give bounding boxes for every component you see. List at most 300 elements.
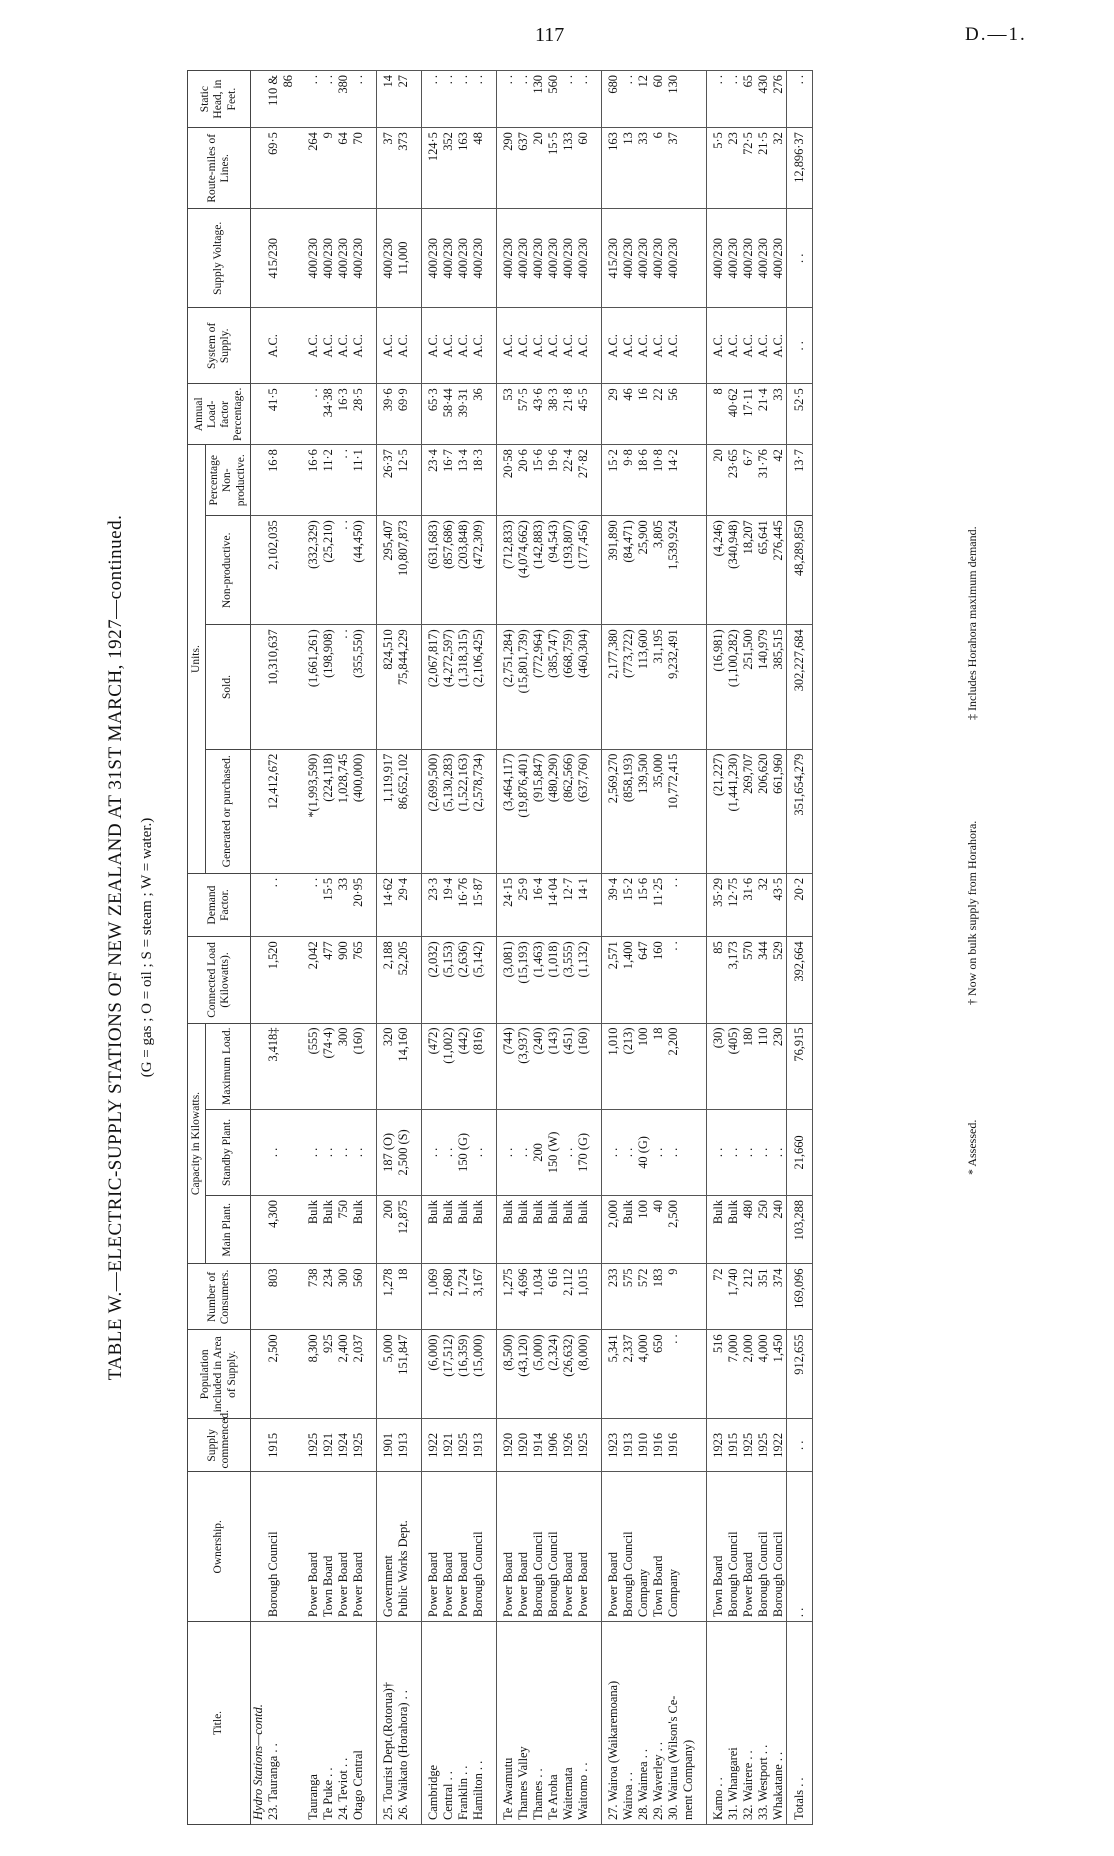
cell-main: 750 (336, 1196, 351, 1264)
cell-standby: . . (266, 1109, 281, 1195)
cell-system: A.C. (561, 308, 576, 384)
cell-maxload: 76,915 (786, 1023, 812, 1109)
cell-route: 37 (666, 128, 681, 209)
cell-nonprod: (203,848) (456, 516, 471, 625)
cell-nonprod: (142,883) (531, 516, 546, 625)
cell-demand: 32 (756, 873, 771, 936)
cell-consumers: 300 (336, 1264, 351, 1330)
cell-lf: 21·4 (756, 384, 771, 445)
cell-sold: 251,500 (741, 625, 756, 749)
cell-consumers: 169,096 (786, 1264, 812, 1330)
cell-commenced (486, 1419, 497, 1472)
cell-nonprod: (332,329) (306, 516, 321, 625)
cell-ownership: Borough Council (471, 1472, 486, 1622)
cell-nonprod (250, 516, 266, 625)
cell-head: 65 (741, 71, 756, 128)
cell-nonprod: (472,309) (471, 516, 486, 625)
cell-commenced: 1901 (376, 1419, 396, 1472)
cell-ownership (486, 1472, 497, 1622)
cell-head: 380 (336, 71, 351, 128)
cell-voltage (696, 209, 707, 308)
cell-route: 72·5 (741, 128, 756, 209)
cell-sold: (385,747) (546, 625, 561, 749)
cell-sold: 113,600 (636, 625, 651, 749)
cell-commenced: 1923 (601, 1419, 621, 1472)
cell-route: 163 (601, 128, 621, 209)
cell-title: 31. Whangarei (726, 1622, 741, 1825)
cell-system: A.C. (306, 308, 321, 384)
cell-generated: (2,578,734) (471, 749, 486, 873)
cell-pct: 15·2 (601, 445, 621, 516)
cell-main (296, 1196, 306, 1264)
cell-route: 15·5 (546, 128, 561, 209)
table-row (321, 71, 336, 1825)
cell-commenced: 1921 (321, 1419, 336, 1472)
cell-connected: 647 (636, 937, 651, 1023)
cell-consumers: 803 (266, 1264, 281, 1330)
cell-generated: 10,772,415 (666, 749, 681, 873)
cell-ownership (591, 1472, 602, 1622)
cell-head: . . (351, 71, 366, 128)
table-row (471, 71, 486, 1825)
cell-standby: . . (351, 1109, 366, 1195)
cell-connected: 477 (321, 937, 336, 1023)
cell-commenced (281, 1419, 296, 1472)
cell-commenced: 1920 (516, 1419, 531, 1472)
cell-connected: (1,132) (576, 937, 591, 1023)
table-body (250, 71, 812, 1825)
cell-ownership: Company (666, 1472, 681, 1622)
cell-population: (16,359) (456, 1330, 471, 1419)
col-commenced: Supply commenced. (188, 1419, 251, 1472)
cell-commenced: 1924 (336, 1419, 351, 1472)
cell-consumers (281, 1264, 296, 1330)
cell-route: 32 (771, 128, 787, 209)
cell-main: Bulk (421, 1196, 441, 1264)
cell-nonprod: (340,948) (726, 516, 741, 625)
cell-sold: (2,751,284) (496, 625, 516, 749)
cell-route (696, 128, 707, 209)
table-row (266, 71, 281, 1825)
cell-main: 2,500 (666, 1196, 681, 1264)
cell-sold (591, 625, 602, 749)
cell-pct: 42 (771, 445, 787, 516)
cell-generated: 1,119,917 (376, 749, 396, 873)
cell-pct (411, 445, 422, 516)
cell-head: . . (706, 71, 726, 128)
cell-connected: (2,636) (456, 937, 471, 1023)
cell-demand (250, 873, 266, 936)
cell-demand: 14·04 (546, 873, 561, 936)
cell-main (696, 1196, 707, 1264)
cell-title: 33. Westport . . (756, 1622, 771, 1825)
cell-lf (411, 384, 422, 445)
cell-sold: (1,100,282) (726, 625, 741, 749)
table-row (726, 71, 741, 1825)
cell-system: A.C. (666, 308, 681, 384)
cell-population: 2,337 (621, 1330, 636, 1419)
cell-standby: . . (726, 1109, 741, 1195)
cell-commenced: 1921 (441, 1419, 456, 1472)
cell-head: 27 (396, 71, 411, 128)
spacer-row (296, 71, 306, 1825)
cell-sold (681, 625, 696, 749)
cell-route: 69·5 (266, 128, 281, 209)
cell-generated: (1,441,230) (726, 749, 741, 873)
cell-consumers: 183 (651, 1264, 666, 1330)
cell-ownership: Borough Council (756, 1472, 771, 1622)
cell-voltage (486, 209, 497, 308)
cell-commenced: 1925 (306, 1419, 321, 1472)
cell-commenced: 1925 (756, 1419, 771, 1472)
cell-main (486, 1196, 497, 1264)
cell-system: A.C. (531, 308, 546, 384)
cell-pct: 23·4 (421, 445, 441, 516)
cell-consumers: 616 (546, 1264, 561, 1330)
cell-voltage: 400/230 (666, 209, 681, 308)
cell-system: A.C. (471, 308, 486, 384)
cell-main: 2,000 (601, 1196, 621, 1264)
cell-population: 1,450 (771, 1330, 787, 1419)
cell-population: (17,512) (441, 1330, 456, 1419)
cell-pct: 18·3 (471, 445, 486, 516)
cell-ownership: Power Board (441, 1472, 456, 1622)
cell-population (591, 1330, 602, 1419)
cell-pct: 18·6 (636, 445, 651, 516)
cell-lf (681, 384, 696, 445)
cell-generated: 661,960 (771, 749, 787, 873)
cell-standby (366, 1109, 377, 1195)
cell-connected: (15,193) (516, 937, 531, 1023)
table-row (576, 71, 591, 1825)
cell-route (411, 128, 422, 209)
table-row (756, 71, 771, 1825)
cell-route: 33 (636, 128, 651, 209)
cell-sold: 10,310,637 (266, 625, 281, 749)
cell-system: A.C. (651, 308, 666, 384)
cell-lf: 65·3 (421, 384, 441, 445)
cell-commenced: 1913 (621, 1419, 636, 1472)
cell-sold: (2,106,425) (471, 625, 486, 749)
cell-nonprod: (712,833) (496, 516, 516, 625)
cell-route: 133 (561, 128, 576, 209)
cell-lf (250, 384, 266, 445)
cell-system: A.C. (601, 308, 621, 384)
cell-consumers: 1,069 (421, 1264, 441, 1330)
cell-commenced: 1913 (471, 1419, 486, 1472)
table-row (601, 71, 621, 1825)
cell-standby: . . (516, 1109, 531, 1195)
cell-maxload: 3,418‡ (266, 1023, 281, 1109)
cell-head (486, 71, 497, 128)
electric-supply-table (187, 70, 813, 1825)
cell-standby: . . (496, 1109, 516, 1195)
cell-population (296, 1330, 306, 1419)
cell-ownership: Borough Council (546, 1472, 561, 1622)
cell-nonprod: 391,890 (601, 516, 621, 625)
cell-maxload: 320 (376, 1023, 396, 1109)
cell-head: 680 (601, 71, 621, 128)
cell-title: 27. Wairoa (Waikaremoana) (601, 1622, 621, 1825)
cell-connected: (3,555) (561, 937, 576, 1023)
cell-maxload (411, 1023, 422, 1109)
cell-generated (366, 749, 377, 873)
cell-standby: . . (756, 1109, 771, 1195)
table-title: TABLE W.—ELECTRIC-SUPPLY STATIONS OF NEW ZEALAND AT 31ST MARCH, 1927—continued. (105, 514, 126, 1381)
table-row (771, 71, 787, 1825)
cell-title: Wairoa . . (621, 1622, 636, 1825)
cell-title: 26. Waikato (Horahora) . . (396, 1622, 411, 1825)
col-pct-nonproductive: Percentage Non-productive. (206, 445, 251, 516)
cell-voltage: 400/230 (306, 209, 321, 308)
cell-maxload (296, 1023, 306, 1109)
cell-head: . . (321, 71, 336, 128)
cell-sold: 302,227,684 (786, 625, 812, 749)
col-demand: Demand Factor. (188, 873, 251, 936)
cell-nonprod (681, 516, 696, 625)
cell-main (591, 1196, 602, 1264)
cell-voltage (366, 209, 377, 308)
cell-main: 100 (636, 1196, 651, 1264)
cell-lf: 38·3 (546, 384, 561, 445)
col-standby-plant: Standby Plant. (206, 1109, 251, 1195)
cell-connected: (3,081) (496, 937, 516, 1023)
cell-population: (43,120) (516, 1330, 531, 1419)
cell-title: Te Aroha (546, 1622, 561, 1825)
cell-route: 637 (516, 128, 531, 209)
cell-head: . . (621, 71, 636, 128)
cell-head: 276 (771, 71, 787, 128)
cell-maxload (486, 1023, 497, 1109)
cell-demand (411, 873, 422, 936)
cell-route: 23 (726, 128, 741, 209)
cell-population: 5,000 (376, 1330, 396, 1419)
cell-route (681, 128, 696, 209)
cell-population: (8,000) (576, 1330, 591, 1419)
cell-main: Bulk (496, 1196, 516, 1264)
cell-commenced: 1926 (561, 1419, 576, 1472)
cell-commenced (681, 1419, 696, 1472)
cell-maxload: 100 (636, 1023, 651, 1109)
cell-sold: (355,550) (351, 625, 366, 749)
cell-generated: 2,569,270 (601, 749, 621, 873)
cell-sold: (460,304) (576, 625, 591, 749)
cell-voltage: 400/230 (496, 209, 516, 308)
cell-generated (411, 749, 422, 873)
col-units: Units. (188, 445, 206, 874)
cell-nonprod (591, 516, 602, 625)
cell-population: (26,632) (561, 1330, 576, 1419)
cell-pct (296, 445, 306, 516)
cell-main: Bulk (576, 1196, 591, 1264)
cell-ownership (696, 1472, 707, 1622)
cell-standby: . . (741, 1109, 756, 1195)
cell-system (486, 308, 497, 384)
cell-demand: 20·2 (786, 873, 812, 936)
cell-system: A.C. (456, 308, 471, 384)
cell-maxload: 180 (741, 1023, 756, 1109)
cell-pct: 11·1 (351, 445, 366, 516)
cell-nonprod: 65,641 (756, 516, 771, 625)
cell-title: Otago Central (351, 1622, 366, 1825)
table-row (306, 71, 321, 1825)
cell-consumers: 9 (666, 1264, 681, 1330)
cell-connected: (1,463) (531, 937, 546, 1023)
cell-title: Kamo . . (706, 1622, 726, 1825)
cell-ownership: Power Board (741, 1472, 756, 1622)
cell-standby: . . (651, 1109, 666, 1195)
cell-connected: (5,153) (441, 937, 456, 1023)
cell-pct: 6·7 (741, 445, 756, 516)
cell-main (250, 1196, 266, 1264)
cell-route (296, 128, 306, 209)
cell-maxload: (213) (621, 1023, 636, 1109)
cell-standby: 150 (W) (546, 1109, 561, 1195)
cell-maxload: 18 (651, 1023, 666, 1109)
cell-maxload: 230 (771, 1023, 787, 1109)
cell-pct: 13·4 (456, 445, 471, 516)
cell-title: Hydro Stations—contd. (250, 1622, 266, 1825)
col-system: System of Supply. (188, 308, 251, 384)
cell-consumers: 560 (351, 1264, 366, 1330)
cell-maxload: (160) (351, 1023, 366, 1109)
cell-commenced: 1922 (421, 1419, 441, 1472)
table-row (421, 71, 441, 1825)
cell-ownership: Power Board (456, 1472, 471, 1622)
cell-sold: (15,801,739) (516, 625, 531, 749)
cell-pct (486, 445, 497, 516)
cell-connected: 2,571 (601, 937, 621, 1023)
cell-consumers: 572 (636, 1264, 651, 1330)
cell-head: 430 (756, 71, 771, 128)
cell-main: Bulk (471, 1196, 486, 1264)
cell-system: A.C. (516, 308, 531, 384)
cell-population: 650 (651, 1330, 666, 1419)
cell-nonprod: 276,445 (771, 516, 787, 625)
footnote-bulk-supply: † Now on bulk supply from Horahora. (965, 820, 979, 1005)
cell-maxload (250, 1023, 266, 1109)
cell-generated: 206,620 (756, 749, 771, 873)
cell-head: . . (726, 71, 741, 128)
cell-system: A.C. (576, 308, 591, 384)
cell-voltage: 400/230 (441, 209, 456, 308)
cell-title: Franklin . . (456, 1622, 471, 1825)
cell-main: Bulk (456, 1196, 471, 1264)
cell-title: 30. Wairua (Wilson's Ce- (666, 1622, 681, 1825)
cell-population (696, 1330, 707, 1419)
cell-nonprod: (4,246) (706, 516, 726, 625)
cell-head (296, 71, 306, 128)
cell-population: (8,500) (496, 1330, 516, 1419)
cell-route: 163 (456, 128, 471, 209)
cell-consumers: 4,696 (516, 1264, 531, 1330)
cell-standby (696, 1109, 707, 1195)
cell-pct: 20·6 (516, 445, 531, 516)
cell-title: ment Company) (681, 1622, 696, 1825)
cell-generated (250, 749, 266, 873)
col-population: Population included in Area of Supply. (188, 1330, 251, 1419)
cell-head: 130 (531, 71, 546, 128)
cell-pct: 16·7 (441, 445, 456, 516)
cell-demand: 29·4 (396, 873, 411, 936)
cell-voltage: 400/230 (321, 209, 336, 308)
cell-commenced (591, 1419, 602, 1472)
col-max-load: Maximum Load. (206, 1023, 251, 1109)
cell-route: 373 (396, 128, 411, 209)
cell-ownership: Borough Council (726, 1472, 741, 1622)
cell-ownership: Power Board (336, 1472, 351, 1622)
cell-route: 60 (576, 128, 591, 209)
cell-voltage: 400/230 (456, 209, 471, 308)
cell-system: A.C. (496, 308, 516, 384)
cell-population: . . (666, 1330, 681, 1419)
cell-standby: . . (561, 1109, 576, 1195)
cell-sold (486, 625, 497, 749)
cell-generated: 269,707 (741, 749, 756, 873)
cell-sold: 31,195 (651, 625, 666, 749)
cell-generated (486, 749, 497, 873)
cell-voltage (681, 209, 696, 308)
cell-head: 110 & (266, 71, 281, 128)
cell-population: 2,000 (741, 1330, 756, 1419)
cell-lf: 17·11 (741, 384, 756, 445)
cell-head (696, 71, 707, 128)
table-row (621, 71, 636, 1825)
cell-sold: (2,067,817) (421, 625, 441, 749)
cell-generated: (19,876,401) (516, 749, 531, 873)
cell-consumers (250, 1264, 266, 1330)
table-row (546, 71, 561, 1825)
cell-sold: 385,515 (771, 625, 787, 749)
cell-maxload (591, 1023, 602, 1109)
table-row (666, 71, 681, 1825)
spacer-row (486, 71, 497, 1825)
cell-standby (296, 1109, 306, 1195)
cell-generated: (637,760) (576, 749, 591, 873)
cell-consumers (366, 1264, 377, 1330)
cell-title: 28. Waimea . . (636, 1622, 651, 1825)
cell-connected: 160 (651, 937, 666, 1023)
cell-consumers: 351 (756, 1264, 771, 1330)
cell-consumers (696, 1264, 707, 1330)
cell-lf: 57·5 (516, 384, 531, 445)
cell-ownership: Borough Council (266, 1472, 281, 1622)
cell-voltage: 400/230 (706, 209, 726, 308)
cell-head: 12 (636, 71, 651, 128)
table-row (351, 71, 366, 1825)
table-row (456, 71, 471, 1825)
cell-standby: . . (601, 1109, 621, 1195)
cell-nonprod (411, 516, 422, 625)
cell-generated: 351,654,279 (786, 749, 812, 873)
page-header (0, 0, 1114, 60)
cell-head: . . (456, 71, 471, 128)
cell-demand: 31·6 (741, 873, 756, 936)
cell-connected: 529 (771, 937, 787, 1023)
cell-ownership: Power Board (516, 1472, 531, 1622)
cell-commenced: 1914 (531, 1419, 546, 1472)
cell-system: A.C. (441, 308, 456, 384)
cell-head: . . (471, 71, 486, 128)
cell-population (250, 1330, 266, 1419)
cell-standby: . . (441, 1109, 456, 1195)
cell-system: . . (786, 308, 812, 384)
cell-ownership: Government (376, 1472, 396, 1622)
cell-consumers: 233 (601, 1264, 621, 1330)
cell-pct: 16·8 (266, 445, 281, 516)
cell-head (681, 71, 696, 128)
cell-consumers: 2,112 (561, 1264, 576, 1330)
